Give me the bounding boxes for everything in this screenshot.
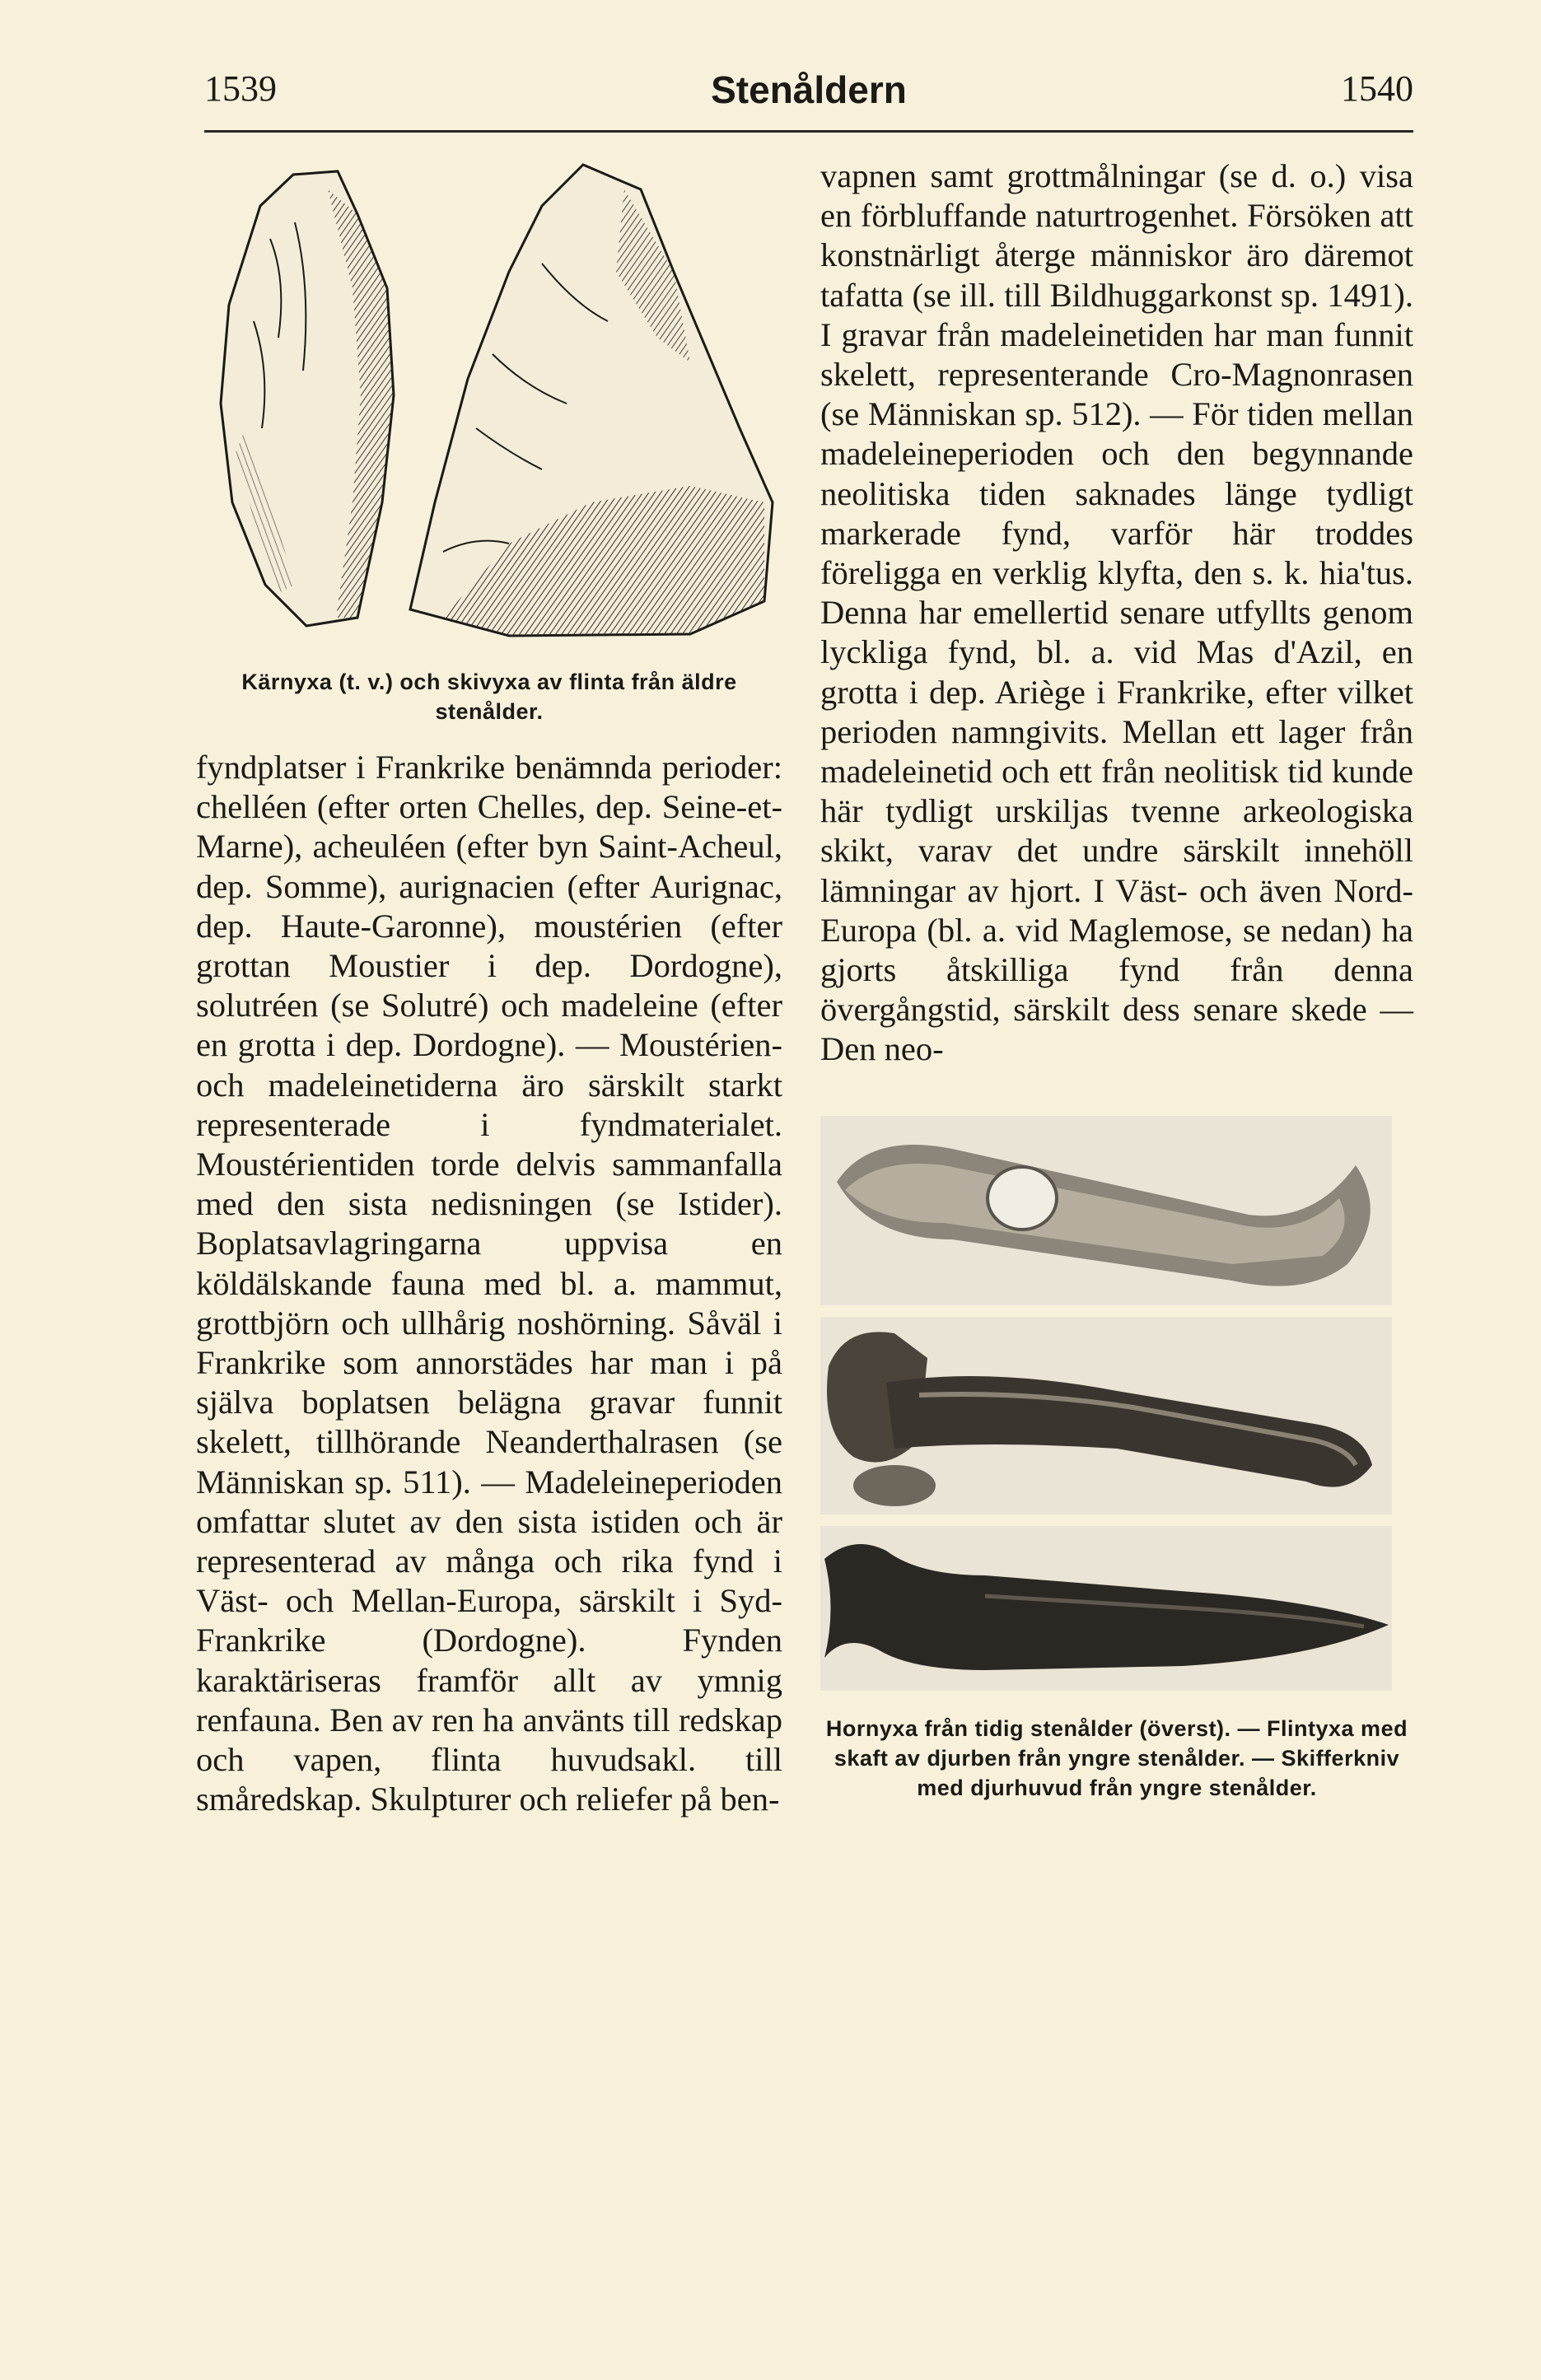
flint-axes-drawing	[196, 156, 782, 667]
left-column-text: fyndplatser i Frankrike benämnda perioder: chelléen (efter orten Chelles, dep. Seine-et-Marne), acheuléen (efter byn Saint-Acheul, dep. Somme), aurignacien (efter Aurignac, dep. Haute-Garonne), moustérien (efter grottan Moustier i dep. Dordogne), solutréen (se Solutré) och madeleine (efter en grotta i dep. Dordogne). — Moustérien- och madeleinetiderna äro särskilt starkt representerade i fyndmaterialet. Moustérientiden torde delvis sammanfalla med den sista nedisningen (se Istider). Boplatsavlagringarna uppvisa en köldälskande fauna med bl. a. mammut, grottbjörn och ullhårig noshörning. Såväl i Frankrike som annorstädes har man i på själva boplatsen belägna gravar funnit skelett, tillhörande Neanderthalrasen (se Människan sp. 511). — Madeleineperioden omfattar slutet av den sista istiden och är representerad av många och rika fynd i Väst- och Mellan-Europa, särskilt i Syd-Frankrike (Dordogne). Fynden karaktäriseras framför allt av ymnig renfauna. Ben av ren ha använts till redskap och vapen, flinta huvudsakl. till småredskap. Skulpturer och reliefer på ben-	[196, 749, 782, 1818]
slate-knife-photo	[820, 1526, 1392, 1691]
running-head	[204, 68, 1413, 125]
core-axe	[221, 171, 394, 626]
tools-caption: Hornyxa från tidig stenålder (överst). — Flintyxa med skaft av djurben från yngre stenålder. — Skifferkniv med djurhuvud från yngre stenålder.	[825, 1715, 1408, 1800]
right-column	[820, 156, 1413, 1803]
left-page-number: 1539	[204, 68, 277, 109]
axes-caption: Kärnyxa (t. v.) och skivyxa av flinta från äldre stenålder.	[241, 670, 737, 724]
right-page-number: 1540	[1341, 68, 1413, 109]
tools-illustration	[820, 1116, 1392, 1691]
page-title: Stenåldern	[711, 68, 907, 111]
flint-axes-illustration	[196, 156, 782, 667]
right-column-text: vapnen samt grottmålningar (se d. o.) visa en förbluffande naturtrogenhet. Försöken att konstnärligt återge människor äro däremot tafatta (se ill. till Bildhuggarkonst sp. 1491). I gravar från madeleinetiden har man funnit skelett, representerande Cro-Magnonrasen (se Människan sp. 512). — För tiden mellan madeleineperioden och den begynnande neolitiska tiden saknades länge tydligt markerade fynd, varför här troddes föreligga en verklig klyfta, den s. k. hia'tus. Denna har emellertid senare utfyllts genom lyckliga fynd, bl. a. vid Mas d'Azil, en grotta i dep. Ariège i Frankrike, efter vilket perioden namngivits. Mellan ett lager från madeleinetid och ett från neolitisk tid kunde här tydligt urskiljas tvenne arkeologiska skikt, varav det undre särskilt innehöll lämningar av hjort. I Väst- och även Nord-Europa (bl. a. vid Maglemose, se nedan) ha gjorts åtskilliga fynd från denna övergångstid, särskilt dess senare skede — Den neo-	[820, 157, 1413, 1068]
flake-axe	[410, 165, 773, 636]
header-rule	[204, 130, 1413, 133]
horn-axe-photo	[820, 1116, 1392, 1305]
left-column	[196, 156, 782, 1819]
flint-axe-bone-handle-photo	[820, 1317, 1392, 1514]
